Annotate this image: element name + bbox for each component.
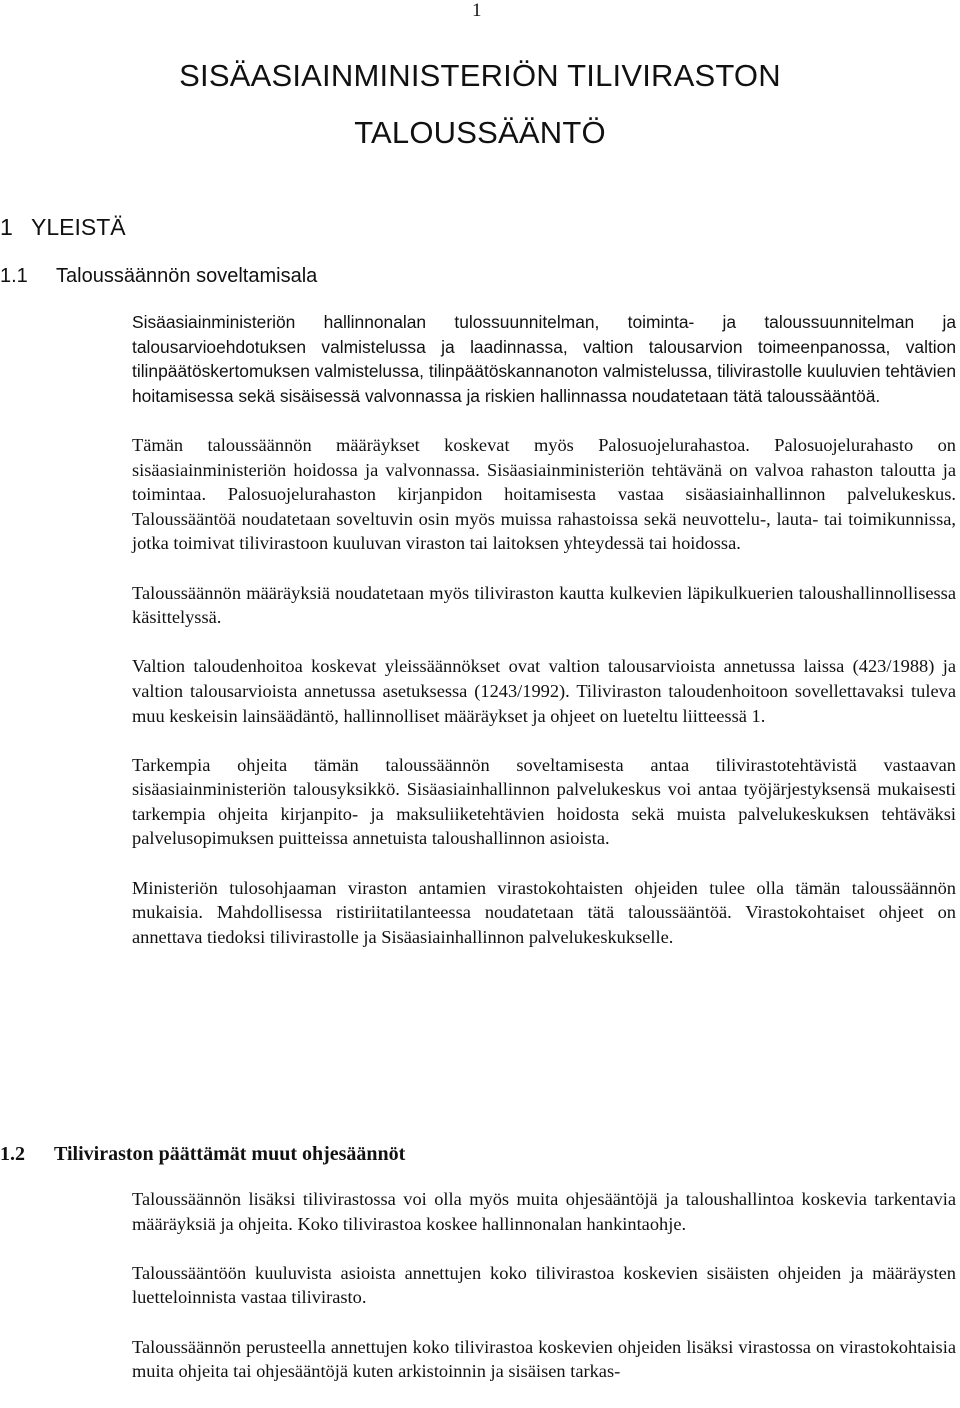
section-1-1-title: Taloussäännön soveltamisala <box>56 265 318 287</box>
section-1-1-number: 1.1 <box>0 265 28 287</box>
document-title-line-1: SISÄASIAINMINISTERIÖN TILIVIRASTON <box>179 58 781 93</box>
paragraph: Taloussäännön lisäksi tilivirastossa voi olla myös muita ohjesääntöjä ja taloushallintoa koskevia tarkentavia määräyksiä ja ohjeita. Koko tilivirastoa koskee hallinnonalan hankintaohje. <box>132 1189 956 1234</box>
document-title-line-2: TALOUSSÄÄNTÖ <box>354 115 606 150</box>
chapter-number: 1 <box>0 214 13 240</box>
section-1-2-heading <box>0 1143 405 1166</box>
paragraph: Ministeriön tulosohjaaman viraston antamien virastokohtaisten ohjeiden tulee olla tämän taloussäännön mukaisia. Mahdollisessa ristiriitatilanteessa noudatetaan tätä taloussääntöä. Virastokohtaiset ohjeet on annettava tiedoksi tilivirastolle ja Sisäasiainhallinnon palvelukeskukselle. <box>132 877 956 947</box>
paragraph: Tämän taloussäännön määräykset koskevat myös Palosuojelurahastoa. Palosuojelurahasto on sisäasiainministeriön hoidossa ja valvonnassa. Sisäasiainministeriön tehtävänä on valvoa rahaston taloutta ja toimintaa. Palosuojelurahaston kirjanpidon hoitamisesta vastaa sisäasiainhallinnon palvelukeskus. Taloussääntöä noudatetaan soveltuvin osin myös muissa rahastoissa sekä neuvottelu-, lauta- tai toimikunnissa, jotka toimivat tilivirastoon kuuluvan viraston tai laitoksen yhteydessä tai hoidossa. <box>132 434 956 554</box>
paragraph: Tarkempia ohjeita tämän taloussäännön soveltamisesta antaa tilivirastotehtävistä vastaavan sisäasiainministeriön talousyksikkö. Sisäasiainhallinnon palvelukeskus voi antaa työjärjestyksensä mukaisesti tarkempia ohjeita kirjanpito- ja maksuliiketehtävien hoidosta sekä muista palvelukeskuksen tehtäväksi palvelusopimuksen puitteissa annetuista taloushallinnon asioista. <box>132 754 956 849</box>
chapter-title: YLEISTÄ <box>31 214 126 240</box>
section-1-2-number: 1.2 <box>0 1143 25 1165</box>
paragraph: Taloussäännön perusteella annettujen koko tilivirastoa koskevien ohjeiden lisäksi virastossa on virastokohtaisia muita ohjeita tai ohjesääntöjä kuten arkistoinnin ja sisäisen tarkas- <box>132 1336 956 1382</box>
chapter-heading <box>0 214 126 241</box>
section-1-2-title: Tiliviraston päättämät muut ohjesäännöt <box>54 1143 406 1165</box>
section-1-2-body <box>132 1187 956 1408</box>
paragraph: Taloussäännön määräyksiä noudatetaan myös tiliviraston kautta kulkevien läpikulkuerien taloushallinnollisessa käsittelyssä. <box>132 582 956 628</box>
paragraph: Taloussääntöön kuuluvista asioista annettujen koko tilivirastoa koskevien sisäisten ohjeiden ja määräysten luetteloinnista vastaa tilivirasto. <box>132 1262 956 1308</box>
paragraph: Sisäasiainministeriön hallinnonalan tulossuunnitelman, toiminta- ja taloussuunnitelman ja talousarvioehdotuksen valmistelussa ja laadinnassa, valtion talousarvion toimeenpanossa, valtion tilinpäätöskertomuksen valmistelussa, tilinpäätöskannanoton valmistelussa, tilivirastolle kuuluvien tehtävien hoitamisessa sekä sisäisessä valvonnassa ja riskien hallinnassa noudatetaan tätä taloussääntöä. <box>132 312 956 406</box>
section-1-1-body <box>132 310 956 974</box>
paragraph: Valtion taloudenhoitoa koskevat yleissäännökset ovat valtion talousarvioista annetussa laissa (423/1988) ja valtion talousarvioista annetussa asetuksessa (1243/1992). Tiliviraston taloudenhoitoon sovellettavaksi tuleva muu keskeisin lainsäädäntö, hallinnolliset määräykset ja ohjeet on lueteltu liitteessä 1. <box>132 656 956 726</box>
page-number: 1 <box>472 0 482 21</box>
section-1-1-heading <box>0 265 317 288</box>
